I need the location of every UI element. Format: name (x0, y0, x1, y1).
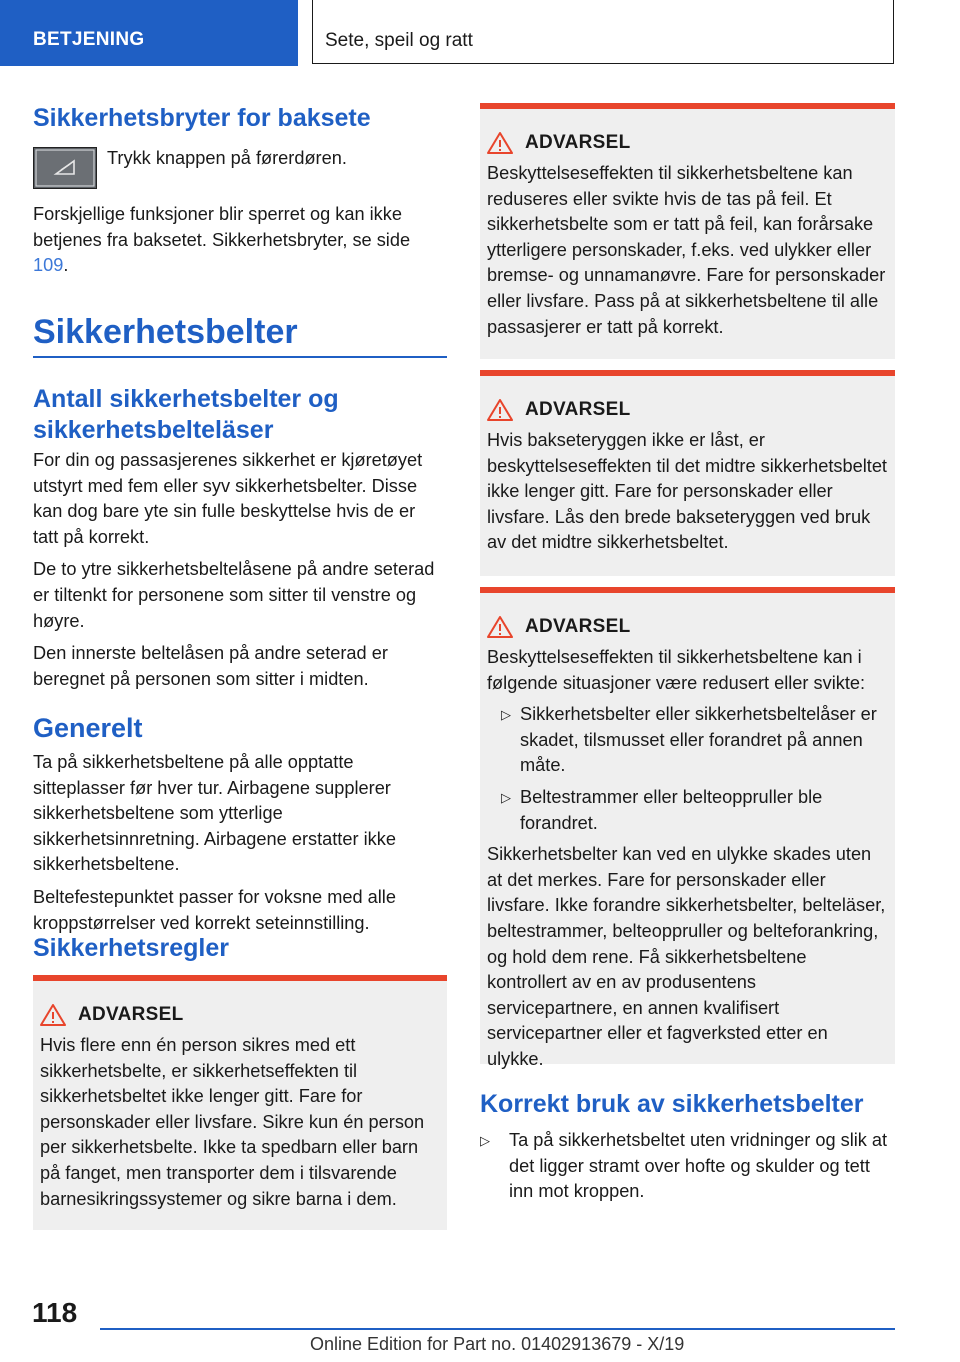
general-p1: Ta på sikkerhetsbeltene på alle opptatte sitteplasser før hver tur. Airbagene supplerer sikkerhetsbeltene som ytterlige sikkerhetsinnretning. Airbagene erstatter ikke sikkerhetsbeltene. (33, 752, 396, 875)
warning-head (487, 131, 887, 155)
chapter-label: Sete, speil og ratt (325, 30, 473, 51)
page-number: 118 (32, 1297, 78, 1328)
footer-rule (100, 1328, 895, 1330)
warning-triangle-icon (487, 131, 513, 155)
switch-instruction: Trykk knappen på førerdøren. (107, 148, 347, 168)
warning-text: Sikkerhetsbelter kan ved en ulykke skades uten at det merkes. Fare for personskader eller livsfare. Ikke forandre sikkerhetsbelter, belteläser, beltestrammer, belteoppruller og belteforankring, og hold dem rene. Få sikkerhetsbeltene kontrollert av en av produsentens servicepartnere, en annen kvalifisert servicepartner eller et fagverksted etter en ulykke. (487, 844, 886, 1069)
chapter-tab[interactable] (312, 0, 894, 64)
warning-head (40, 1003, 439, 1027)
heading-rule (33, 356, 447, 358)
warning-head (487, 615, 887, 639)
count-p1: For din og passasjerenes sikkerhet er kjøretøyet utstyrt med fem eller syv sikkerhetsbelter. Disse kan dog bare yte sin fulle beskyttelse hvis de er tatt på korrekt. (33, 450, 423, 547)
warning-box-1 (33, 975, 447, 1230)
warning-box-2 (480, 103, 895, 359)
count-p3: Den innerste beltelåsen på andre seterad er beregnet på personen som sitter i midten. (33, 643, 388, 689)
count-text (33, 448, 445, 692)
warning-box-4 (480, 587, 895, 1069)
heading-rules: Sikkerhetsregler (33, 934, 229, 962)
warning-head (487, 398, 887, 422)
list-item (487, 702, 887, 779)
child-lock-button-icon (33, 147, 97, 189)
warning-box-3 (480, 370, 895, 576)
heading-general: Generelt (33, 713, 143, 743)
list-item-text: Ta på sikkerhetsbeltet uten vridninger og slik at det ligger stramt over hofte og skulder og tett inn mot kroppen. (509, 1130, 888, 1202)
general-text (33, 750, 445, 936)
warning-title: ADVARSEL (78, 1004, 184, 1025)
heading-count: Antall sikkerhetsbelter og sikkerhetsbelteläser (33, 385, 339, 444)
edition-note: Online Edition for Part no. 01402913679 - X/19 (310, 1334, 685, 1354)
warning-title: ADVARSEL (525, 132, 631, 153)
section-label: BETJENING (33, 29, 145, 50)
list-item-text: Sikkerhetsbelter eller sikkerhetsbeltelåser er skadet, tilsmusset eller forandret på annen måte. (520, 704, 877, 776)
switch-text (33, 202, 435, 279)
warning-text: Hvis flere enn én person sikres med ett sikkerhetsbelte, er sikkerhetseffekten til sikkerhetsbeltet ikke lenger gitt. Fare for personskader eller livsfare. Sikre kun én person per sikkerhetsbelte. Ikke ta spedbarn eller barn på fanget, men transporter dem i tilsvarende barnesikringssystemer og sikre barna i dem. (40, 1035, 425, 1209)
warning-triangle-icon (40, 1003, 66, 1027)
list-item (487, 785, 887, 836)
switch-text-end: . (63, 255, 69, 276)
list-item (480, 1128, 892, 1205)
general-p2: Beltefestepunktet passer for voksne med alle kroppstørrelser ved korrekt seteinnstilling. (33, 886, 396, 933)
count-p2: De to ytre sikkerhetsbeltelåsene på andre seterad er tiltenkt for personene som sitter til venstre og høyre. (33, 559, 435, 631)
heading-backseat-switch: Sikkerhetsbryter for baksete (33, 104, 371, 132)
bullet-triangle-icon: ▷ (501, 789, 511, 805)
bullet-triangle-icon: ▷ (480, 1133, 490, 1148)
switch-text-body: Forskjellige funksjoner blir sperret og kan ikke betjenes fra baksetet. Sikkerhetsbryter, se side (33, 204, 411, 250)
warning-text: Hvis bakseteryggen ikke er låst, er beskyttelseseffekten til det midtre sikkerhetsbeltet ikke lenger gitt. Fare for personskader eller livsfare. Lås den brede bakseteryggen ved bruk av det midtre sikkerhetsbeltet. (487, 430, 887, 553)
list-item-text: Beltestrammer eller belteoppruller ble forandret. (520, 786, 823, 833)
heading-correct-use: Korrekt bruk av sikkerhetsbelter (480, 1090, 864, 1118)
warning-triangle-icon (487, 615, 513, 639)
warning-triangle-icon (487, 398, 513, 422)
warning-title: ADVARSEL (525, 616, 631, 637)
warning-intro: Beskyttelseseffekten til sikkerhetsbeltene kan i følgende situasjoner være redusert eller svikte: (487, 647, 866, 693)
warning-title: ADVARSEL (525, 399, 631, 420)
page-link-109[interactable]: 109 (33, 255, 64, 276)
warning-text: Beskyttelseseffekten til sikkerhetsbeltene kan reduseres eller svikte hvis de tas på feil. Et sikkerhetsbelte som er tatt på feil, kan forårsake ytterligere personskader, f.eks. ved ulykker eller bremse- og unnamanøvre. Fare for personskader eller livsfare. Pass på at sikkerhetsbeltene til alle passasjerer er tatt på korrekt. (487, 163, 886, 337)
bullet-triangle-icon: ▷ (501, 707, 511, 723)
heading-seatbelts: Sikkerhetsbelter (33, 313, 298, 351)
section-tab[interactable] (0, 0, 298, 66)
